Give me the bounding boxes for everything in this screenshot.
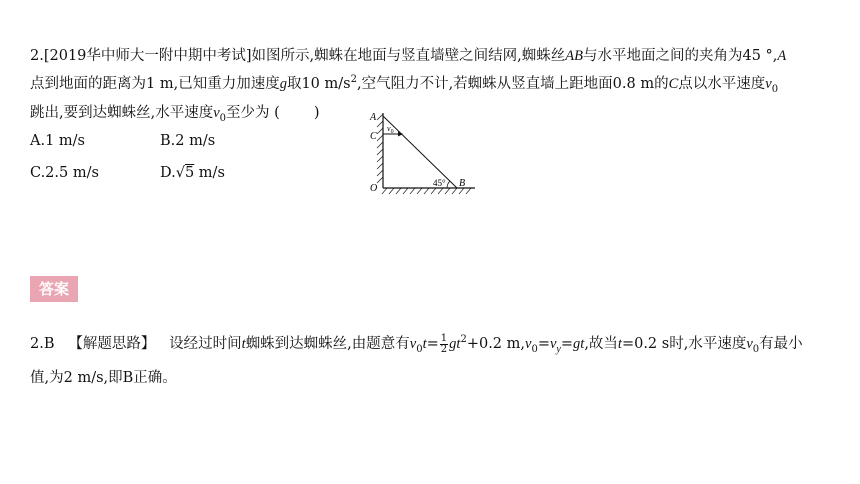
label-a: A [777, 48, 787, 64]
answer-choice: 2.B [30, 336, 55, 352]
symbol-v: v [765, 76, 772, 92]
label-a: A [370, 112, 377, 123]
question-text: 至少为 ( [226, 105, 280, 121]
answer-text: ,故当 [584, 336, 618, 352]
superscript: 2 [350, 74, 357, 86]
symbol-v: v [525, 336, 532, 352]
fraction-numerator: 1 [440, 332, 448, 344]
symbol-g: g [279, 76, 287, 92]
symbol-g: g [449, 336, 457, 352]
angle-label: 45° [433, 178, 446, 188]
radicand: 5 [184, 165, 195, 181]
answer-badge: 答案 [30, 276, 78, 302]
symbol-t: t [617, 336, 622, 352]
equals: = [537, 336, 550, 352]
question-text: 点到地面的距离为1 m,已知重力加速度 [30, 76, 280, 92]
question-text: [2019华中师大一附中期中考试]如图所示,蜘蛛在地面与竖直墙壁之间结网,蜘蛛丝 [43, 48, 566, 64]
fraction-half [440, 334, 448, 355]
option-c[interactable]: C.2.5 m/s [30, 165, 99, 181]
label-c: C [370, 131, 377, 142]
subscript: y [556, 343, 561, 355]
symbol-v: v [213, 105, 220, 121]
symbol-gt: gt [573, 336, 585, 352]
sqrt-sign: √ [175, 165, 185, 181]
arrow-head-icon [398, 132, 403, 137]
question-text: 点以水平速度 [678, 76, 766, 92]
answer-line-2: 值,为2 m/s,即B正确。 [30, 370, 177, 386]
symbol-v: v [549, 336, 557, 352]
physics-figure [365, 108, 485, 203]
option-a[interactable]: A.1 m/s [30, 133, 85, 149]
answer-text: 有最小 [759, 336, 803, 352]
subscript: 0 [416, 343, 423, 355]
question-text: ) [313, 105, 320, 121]
solution-tag: 【解题思路】 [68, 336, 156, 352]
ground-hatching [382, 188, 471, 194]
fraction-denominator: 2 [440, 343, 448, 355]
answer-text: 设经过时间 [169, 336, 242, 352]
question-line-1 [30, 44, 786, 65]
v0-label: $v_0$ [387, 124, 394, 135]
symbol-t: t [422, 336, 427, 352]
question-line-2 [30, 72, 778, 95]
label-ab: AB [565, 48, 583, 64]
question-line-3 [30, 101, 319, 124]
equals: = [426, 336, 439, 352]
option-b[interactable]: B.2 m/s [160, 133, 216, 149]
question-text: ,空气阻力不计,若蜘蛛从竖直墙上距地面0.8 m的 [356, 76, 669, 92]
answer-text: +0.2 m, [466, 336, 526, 352]
equals: = [560, 336, 574, 352]
answer-text: =0.2 s时,水平速度 [621, 336, 747, 352]
label-o: O [370, 183, 378, 194]
symbol-t: t [456, 336, 461, 352]
symbol-v: v [746, 336, 753, 352]
wall-hatching [377, 114, 383, 183]
subscript: 0 [531, 343, 538, 355]
option-d-label: D. [160, 165, 176, 181]
option-d-unit: m/s [194, 165, 225, 181]
question-text: 跳出,要到达蜘蛛丝,水平速度 [30, 105, 214, 121]
label-c: C [668, 76, 679, 92]
symbol-v: v [409, 336, 417, 352]
question-number: 2. [30, 48, 44, 64]
angle-arc [447, 181, 450, 188]
subscript: 0 [771, 83, 779, 95]
superscript: 2 [460, 334, 467, 346]
question-text: 取10 m/s [286, 76, 351, 92]
subscript: 0 [752, 343, 760, 355]
answer-line-1 [30, 332, 803, 355]
thread-ab [383, 116, 457, 188]
question-text: 与水平地面之间的夹角为45 °, [583, 48, 778, 64]
option-d[interactable] [160, 165, 225, 181]
symbol-t: t [241, 336, 246, 352]
answer-text: 蜘蛛到达蜘蛛丝,由题意有 [245, 336, 410, 352]
subscript: 0 [219, 112, 227, 124]
label-b: B [459, 178, 466, 189]
